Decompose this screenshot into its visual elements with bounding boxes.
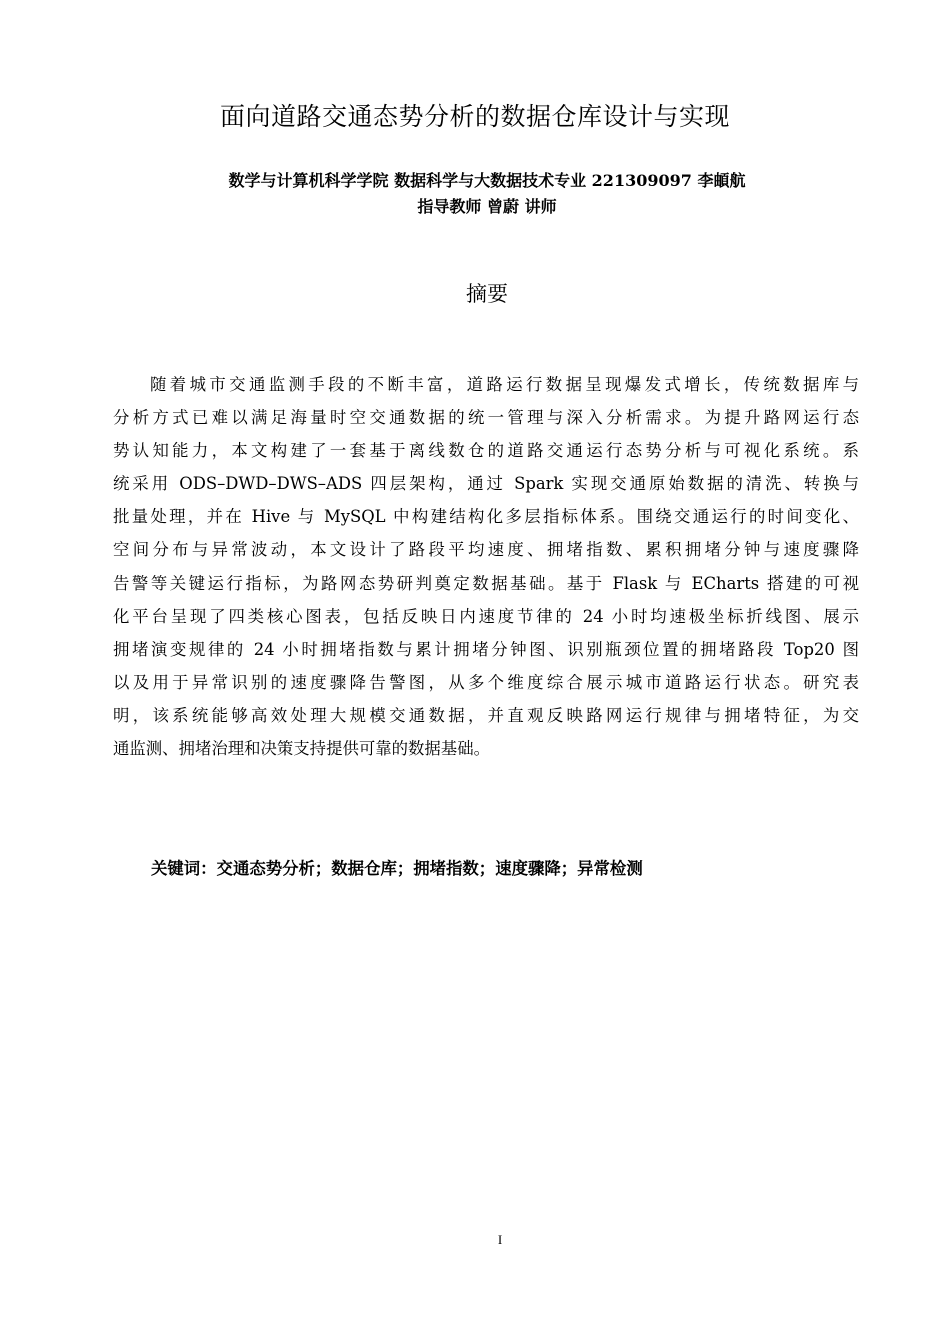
page-number: I xyxy=(497,1232,503,1247)
abstract-line: 随着城市交通监测手段的不断丰富，道路运行数据呈现爆发式增长，传统数据库与 xyxy=(150,375,859,394)
abstract-line: 明，该系统能够高效处理大规模交通数据，并直观反映路网运行规律与拥堵特征，为交 xyxy=(113,705,859,725)
abstract-line: 拥堵演变规律的 24 小时拥堵指数与累计拥堵分钟图、识别瓶颈位置的拥堵路段 Top20 图 xyxy=(113,639,859,659)
abstract-line: 空间分布与异常波动，本文设计了路段平均速度、拥堵指数、累积拥堵分钟与速度骤降 xyxy=(113,540,859,560)
abstract-line: 统采用 ODS–DWD–DWS–ADS 四层架构，通过 Spark 实现交通原始数据的清洗、转换与 xyxy=(113,474,859,494)
keywords-line: 关键词：交通态势分析；数据仓库；拥堵指数；速度骤降；异常检测 xyxy=(151,859,643,878)
abstract-line: 化平台呈现了四类核心图表，包括反映日内速度节律的 24 小时均速极坐标折线图、展示 xyxy=(113,606,859,626)
abstract-body xyxy=(113,368,859,765)
abstract-line: 势认知能力，本文构建了一套基于离线数仓的道路交通运行态势分析与可视化系统。系 xyxy=(113,441,859,461)
abstract-line: 批量处理，并在 Hive 与 MySQL 中构建结构化多层指标体系。围绕交通运行的时间变化、 xyxy=(113,507,859,527)
abstract-line: 告警等关键运行指标，为路网态势研判奠定数据基础。基于 Flask 与 ECharts 搭建的可视 xyxy=(113,573,859,593)
author-info: 数学与计算机科学学院 数据科学与大数据技术专业 221309097 李頔航 xyxy=(228,171,746,190)
advisor-info: 指导教师 曾蔚 讲师 xyxy=(417,197,557,216)
abstract-line: 通监测、拥堵治理和决策支持提供可靠的数据基础。 xyxy=(113,739,490,759)
abstract-line: 分析方式已难以满足海量时空交通数据的统一管理与深入分析需求。为提升路网运行态 xyxy=(113,408,859,428)
abstract-line: 以及用于异常识别的速度骤降告警图，从多个维度综合展示城市道路运行状态。研究表 xyxy=(113,672,859,692)
document-title: 面向道路交通态势分析的数据仓库设计与实现 xyxy=(219,102,730,131)
abstract-heading: 摘要 xyxy=(466,282,508,306)
